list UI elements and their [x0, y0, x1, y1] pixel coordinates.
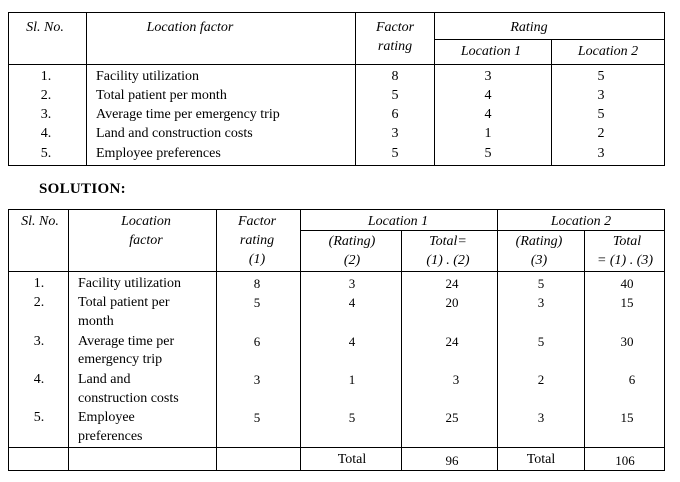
table2-row-rating: 6: [253, 334, 261, 349]
table2-row-l2-total: 15: [620, 295, 634, 310]
table2-header-l2-total-line1: Total: [612, 234, 642, 249]
table2-header-l1-total-line1: Total=: [429, 234, 467, 249]
table2-row-rating: 5: [253, 295, 261, 310]
table1-row-loc1: 3: [484, 69, 492, 84]
table1-row-loc1: 1: [484, 126, 492, 141]
table2-row-factor: Average time per: [78, 334, 175, 349]
table2-row-sl: 1.: [33, 276, 45, 291]
table2-row-l2-rating: 5: [537, 276, 545, 291]
table2-header-l1-rating-line2: (2): [343, 253, 361, 268]
table1-header-location-factor: Location factor: [146, 20, 234, 35]
table2-row-rating: 5: [253, 410, 261, 425]
table1-row-loc2: 3: [597, 146, 605, 161]
table1-col-divider-4: [551, 39, 552, 166]
table1-row-sl: 5.: [40, 146, 52, 161]
table2-header-l2-rating-line2: (3): [530, 253, 548, 268]
table2-total-label-location2: Total: [526, 452, 556, 467]
table2-row-l1-rating: 5: [348, 410, 356, 425]
table1-row-rating: 5: [391, 88, 399, 103]
table1-row-rating: 8: [391, 69, 399, 84]
table1-row-loc2: 5: [597, 69, 605, 84]
table1-header-sl-no: Sl. No.: [26, 20, 64, 35]
table2-row-factor-line2: preferences: [78, 429, 143, 444]
table2-header-l2-total-line2: = (1) . (3): [596, 253, 654, 268]
table2-row-l1-rating: 1: [348, 372, 356, 387]
table1-row-sl: 2.: [40, 88, 52, 103]
table1-header-factor-rating-line2: rating: [377, 39, 413, 54]
table2-header-factor-rating-line2: rating: [239, 233, 275, 248]
solution-heading: SOLUTION:: [39, 181, 126, 197]
table2-right-border: [664, 209, 665, 471]
table1-row-loc2: 3: [597, 88, 605, 103]
table2-row-l2-total: 6: [628, 372, 636, 387]
table2-left-border: [8, 209, 9, 471]
table2-header-location2: Location 2: [550, 214, 612, 229]
table1-row-rating: 5: [391, 146, 399, 161]
table1-row-sl: 4.: [40, 126, 52, 141]
table2-row-sl: 5.: [33, 410, 45, 425]
table2-row-sl: 2.: [33, 295, 45, 310]
table2-row-rating: 8: [253, 276, 261, 291]
table2-row-l1-rating: 3: [348, 276, 356, 291]
table2-col-divider-6: [584, 230, 585, 471]
table1-row-factor: Facility utilization: [96, 69, 200, 84]
table1-row-loc2: 5: [597, 107, 605, 122]
table2-row-l2-rating: 3: [537, 410, 545, 425]
table2-header-location1: Location 1: [367, 214, 429, 229]
table1-row-rating: 6: [391, 107, 399, 122]
table2-row-factor: Facility utilization: [78, 276, 182, 291]
table2-total-label-location1: Total: [337, 452, 367, 467]
table2-header-l1-total-line2: (1) . (2): [426, 253, 470, 268]
table2-row-l1-total: 24: [445, 276, 459, 291]
table2-body-bottom-border: [8, 447, 665, 448]
table1-row-loc1: 5: [484, 146, 492, 161]
table1-right-border: [664, 12, 665, 166]
table2-col-divider-2: [216, 209, 217, 471]
table2-total-location1: 96: [445, 453, 459, 468]
table1-row-factor: Average time per emergency trip: [96, 107, 280, 122]
table2-header-bottom-border: [8, 271, 665, 272]
table1-left-border: [8, 12, 9, 166]
table1-header-location1: Location 1: [460, 44, 522, 59]
table2-row-factor-line2: construction costs: [78, 391, 179, 406]
table2-location-subheader-line: [300, 230, 665, 231]
table2-header-location-factor-line2: factor: [129, 233, 163, 248]
table2-header-l2-rating-line1: (Rating): [515, 234, 563, 249]
table1-row-rating: 3: [391, 126, 399, 141]
table1-row-sl: 1.: [40, 69, 52, 84]
table2-col-divider-1: [68, 209, 69, 471]
table1-row-factor: Land and construction costs: [96, 126, 253, 141]
table1-col-divider-2: [355, 12, 356, 166]
table2-total-location2: 106: [615, 453, 635, 468]
table1-top-border: [8, 12, 665, 13]
table2-row-l2-rating: 5: [537, 334, 545, 349]
table2-row-factor-line2: emergency trip: [78, 352, 163, 367]
table2-row-l2-rating: 2: [537, 372, 545, 387]
table1-row-sl: 3.: [40, 107, 52, 122]
table2-row-l2-rating: 3: [537, 295, 545, 310]
table2-row-l1-total: 3: [452, 372, 460, 387]
table2-top-border: [8, 209, 665, 210]
table2-row-factor: Land and: [78, 372, 131, 387]
table2-row-rating: 3: [253, 372, 261, 387]
table1-col-divider-1: [86, 12, 87, 166]
table2-header-l1-rating-line1: (Rating): [328, 234, 376, 249]
table2-col-divider-5: [497, 209, 498, 471]
table2-row-l1-total: 24: [445, 334, 459, 349]
table1-row-factor: Total patient per month: [96, 88, 227, 103]
table2-row-sl: 4.: [33, 372, 45, 387]
table1-row-factor: Employee preferences: [96, 146, 221, 161]
table2-header-sl-no: Sl. No.: [21, 214, 59, 229]
table2-col-divider-4: [401, 230, 402, 471]
table2-header-factor-rating-line3: (1): [248, 252, 266, 267]
table1-header-rating: Rating: [510, 20, 548, 35]
table1-header-location2: Location 2: [577, 44, 639, 59]
table1-row-loc1: 4: [484, 107, 492, 122]
table2-row-factor: Total patient per: [78, 295, 170, 310]
table2-row-l1-total: 25: [445, 410, 459, 425]
table1-row-loc1: 4: [484, 88, 492, 103]
table1-header-bottom-border: [8, 64, 665, 65]
table2-row-l2-total: 40: [620, 276, 634, 291]
table2-row-l2-total: 15: [620, 410, 634, 425]
table1-header-factor-rating-line1: Factor: [375, 20, 415, 35]
table2-header-factor-rating-line1: Factor: [237, 214, 277, 229]
table2-row-l1-total: 20: [445, 295, 459, 310]
table2-header-location-factor-line1: Location: [121, 214, 171, 229]
table2-row-sl: 3.: [33, 334, 45, 349]
table1-bottom-border: [8, 165, 665, 166]
table2-bottom-border: [8, 470, 665, 471]
table2-row-l2-total: 30: [620, 334, 634, 349]
table2-row-l1-rating: 4: [348, 334, 356, 349]
table2-row-l1-rating: 4: [348, 295, 356, 310]
table1-rating-subheader-line: [434, 39, 665, 40]
table2-row-factor: Employee: [78, 410, 135, 425]
table2-col-divider-3: [300, 209, 301, 471]
table2-row-factor-line2: month: [78, 314, 114, 329]
table1-row-loc2: 2: [597, 126, 605, 141]
table1-col-divider-3: [434, 12, 435, 166]
